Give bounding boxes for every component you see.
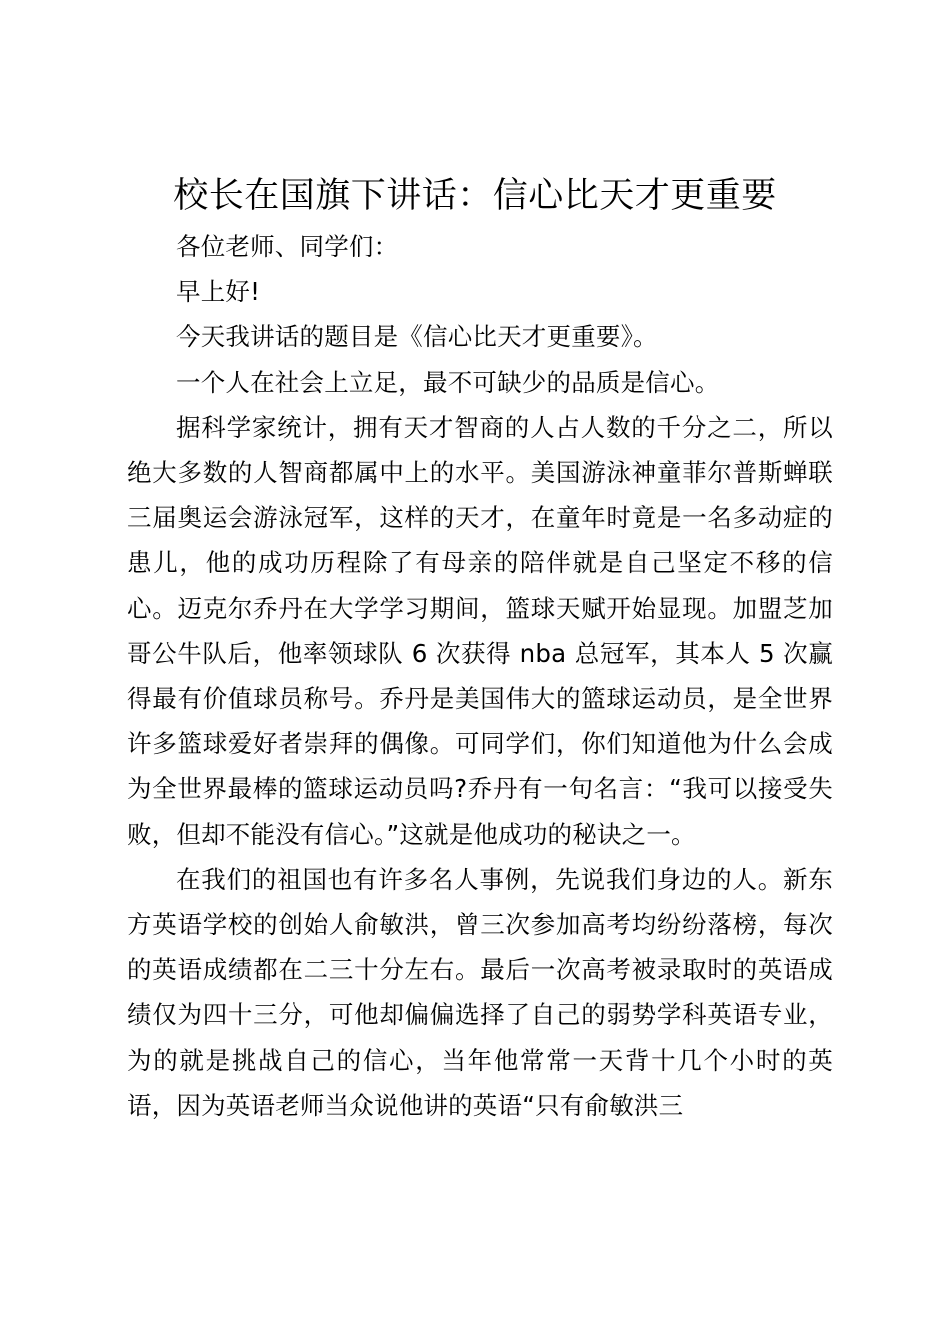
document-title: 校长在国旗下讲话：信心比天才更重要	[173, 176, 777, 216]
examples-paragraph: 据科学家统计，拥有天才智商的人占人数的千分之二，所以绝大多数的人智商都属中上的水平。美国游泳神童菲尔普斯蝉联三届奥运会游泳冠军，这样的天才，在童年时竟是一名多动症的患儿，他的成功历程除了有母亲的陪伴就是自己坚定不移的信心。迈克尔乔丹在大学学习期间，篮球天赋开始显现。加盟芝加哥公牛队后，他率领球队 6 次获得 nba 总冠军，其本人 5 次赢得最有价值球员称号。乔丹是美国伟大的篮球运动员，是全世界许多篮球爱好者崇拜的偶像。可同学们，你们知道他为什么会成为全世界最棒的篮球运动员吗?乔丹有一句名言：“我可以接受失败，但却不能没有信心。”这就是他成功的秘诀之一。	[127, 412, 833, 849]
thesis-paragraph: 一个人在社会上立足，最不可缺少的品质是信心。	[176, 367, 720, 397]
document-body	[127, 224, 833, 1128]
greeting-paragraph: 早上好!	[176, 277, 261, 307]
salutation-paragraph: 各位老师、同学们：	[176, 232, 399, 261]
topic-paragraph: 今天我讲话的题目是《信心比天才更重要》。	[176, 322, 658, 352]
domestic-examples-paragraph: 在我们的祖国也有许多名人事例，先说我们身边的人。新东方英语学校的创始人俞敏洪，曾三次参加高考均纷纷落榜，每次的英语成绩都在二三十分左右。最后一次高考被录取时的英语成绩仅为四十三分，可他却偏偏选择了自己的弱势学科英语专业，为的就是挑战自己的信心，当年他常常一天背十几个小时的英语，因为英语老师当众说他讲的英语“只有俞敏洪三	[127, 864, 833, 1120]
